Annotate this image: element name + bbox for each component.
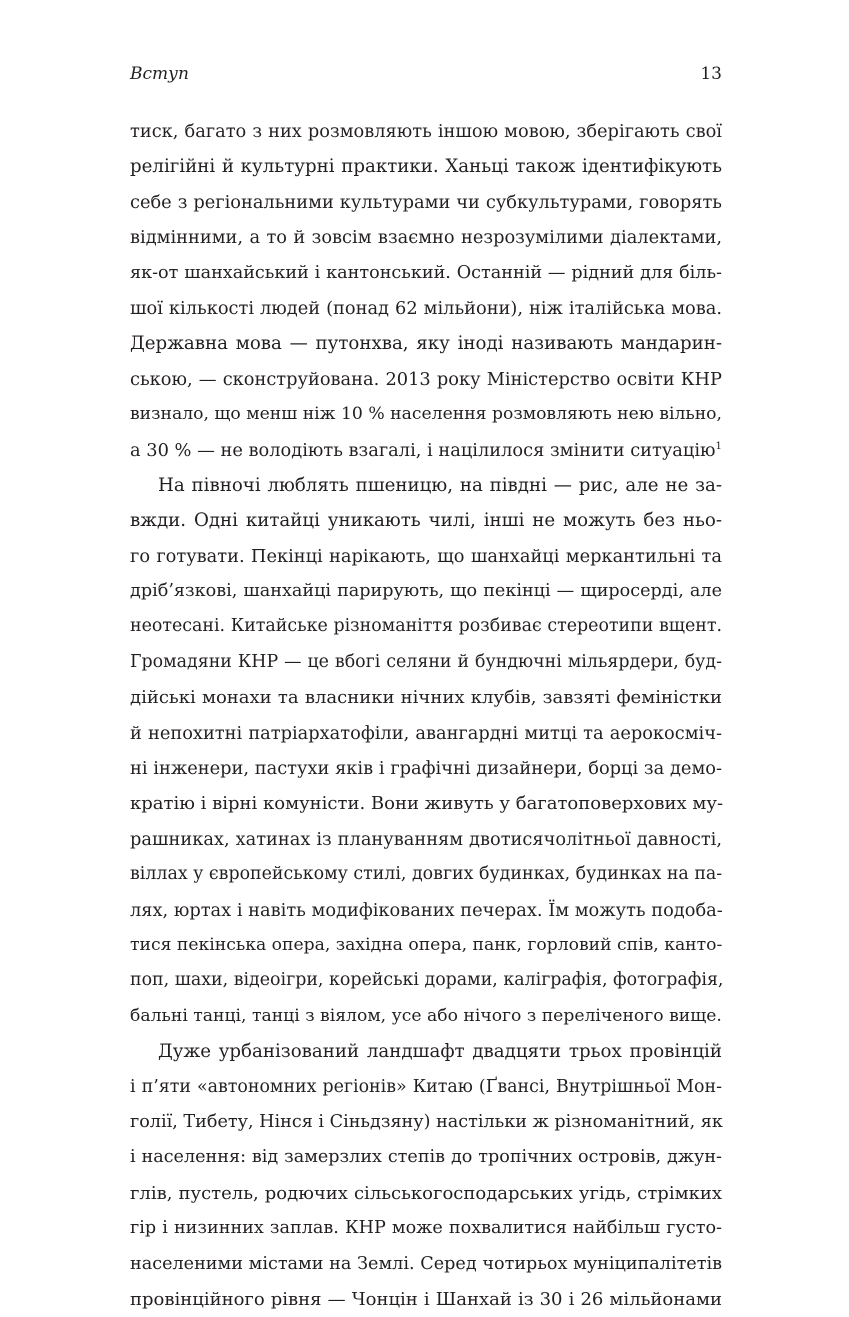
text-line: Громадяни КНР — це вбогі селяни й бундючні мільярдери, буд- bbox=[130, 651, 722, 672]
paragraph bbox=[130, 468, 722, 1034]
paragraph bbox=[130, 1034, 722, 1317]
text-line: Державна мова — путонхва, яку іноді називають мандарин- bbox=[130, 333, 722, 355]
text-line: голії, Тибету, Нінся і Сіньдзяну) настільки ж різноманітний, як bbox=[130, 1111, 723, 1132]
text-line: як-от шанхайський і кантонський. Останній — рідний для біль- bbox=[130, 262, 722, 283]
text-line: й непохитні патріархатофіли, авангардні митці та аерокосміч- bbox=[130, 722, 722, 744]
text-line: а 30 % — не володіють взагалі, і націлилося змінити ситуацію bbox=[130, 439, 716, 461]
text-line: і п’яти «автономних регіонів» Китаю (Ґвансі, Внутрішньої Мон- bbox=[130, 1076, 722, 1097]
footnote-reference[interactable]: 1 bbox=[715, 440, 722, 452]
text-line: кратію і вірні комуністи. Вони живуть у багатоповерхових му- bbox=[130, 793, 724, 815]
text-line: себе з регіональними культурами чи субкультурами, говорять bbox=[130, 191, 722, 213]
section-title: Вступ bbox=[130, 64, 189, 84]
text-line: релігійні й культурні практики. Ханьці також ідентифікують bbox=[130, 156, 722, 178]
text-line: глів, пустель, родючих сільськогосподарських угідь, стрімких bbox=[130, 1182, 722, 1204]
text-line: На півночі люблять пшеницю, на півдні — рис, але не за- bbox=[158, 474, 722, 496]
text-line: визнало, що менш ніж 10 % населення розмовляють нею вільно, bbox=[130, 404, 722, 425]
text-line: неотесані. Китайське різноманіття розбиває стереотипи вщент. bbox=[130, 616, 722, 637]
paragraph bbox=[130, 114, 722, 468]
text-line: ською, — сконструйована. 2013 року Міністерство освіти КНР bbox=[130, 368, 722, 390]
text-line: шої кількості людей (понад 62 мільйони), ніж італійська мова. bbox=[130, 297, 722, 319]
text-line: населеними містами на Землі. Серед чотирьох муніципалітетів bbox=[130, 1253, 722, 1274]
text-line: го готувати. Пекінці нарікають, що шанхайці меркантильні та bbox=[130, 545, 722, 567]
text-line: і населення: від замерзлих степів до тропічних островів, джун- bbox=[130, 1147, 722, 1168]
running-header bbox=[130, 64, 722, 88]
text-line: дійські монахи та власники нічних клубів, завзяті феміністки bbox=[130, 687, 722, 709]
page-number: 13 bbox=[700, 64, 722, 84]
text-line: тиск, багато з них розмовляють іншою мовою, зберігають свої bbox=[130, 121, 722, 142]
text-line: вжди. Одні китайці уникають чилі, інші не можуть без ньо- bbox=[130, 510, 722, 532]
text-line: рашниках, хатинах із плануванням двотисячолітньої давності, bbox=[130, 828, 722, 850]
text-line: дріб’язкові, шанхайці парирують, що пекінці — щиросерді, але bbox=[130, 581, 722, 602]
text-line: віллах у європейському стилі, довгих будинках, будинках на па- bbox=[130, 864, 723, 885]
text-line: Дуже урбанізований ландшафт двадцяти трьох провінцій bbox=[158, 1041, 722, 1063]
text-line: провінційного рівня — Чонцін і Шанхай із 30 і 26 мільйонами bbox=[130, 1288, 722, 1310]
text-line: гір і низинних заплав. КНР може похвалитися найбільш густо- bbox=[130, 1218, 722, 1239]
text-line: відмінними, а то й зовсім взаємно незрозумілими діалектами, bbox=[130, 227, 722, 249]
text-line: лях, юртах і навіть модифікованих печерах. Їм можуть подоба- bbox=[130, 899, 723, 921]
text-line: тися пекінська опера, західна опера, панк, горловий спів, канто- bbox=[130, 934, 723, 955]
text-line: ні інженери, пастухи яків і графічні дизайнери, борці за демо- bbox=[130, 758, 722, 780]
text-line-with-footnote bbox=[130, 433, 722, 468]
body-text bbox=[130, 114, 722, 1317]
text-line: поп, шахи, відеоігри, корейські дорами, каліграфія, фотографія, bbox=[130, 970, 724, 991]
text-line: бальні танці, танці з віялом, усе або нічого з переліченого вище. bbox=[130, 1005, 722, 1026]
